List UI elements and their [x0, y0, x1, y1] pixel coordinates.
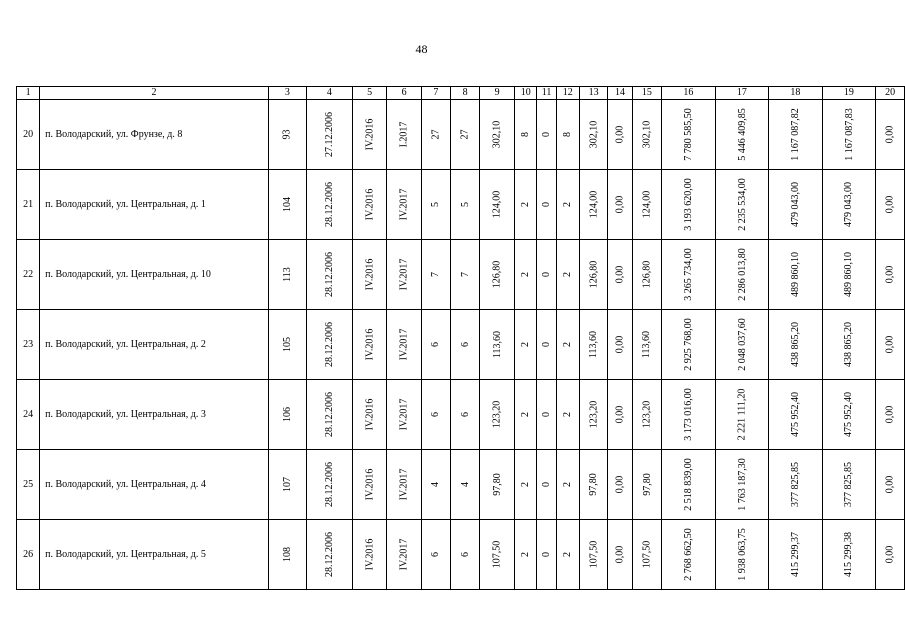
- col18-cost-text: 475 952,40: [789, 392, 801, 437]
- col13-area-cell: [579, 520, 608, 590]
- col13-area-text: 124,00: [588, 190, 600, 219]
- house-number-text: 93: [281, 129, 293, 140]
- col8-cell: [451, 240, 480, 310]
- header-row: [17, 87, 905, 100]
- col20-text: 0,00: [884, 195, 896, 214]
- total-cost-cell: [662, 240, 716, 310]
- address-cell: п. Володарский, ул. Центральная, д. 3: [40, 380, 269, 450]
- column-header: 9: [480, 87, 515, 100]
- address-cell: п. Володарский, ул. Центральная, д. 5: [40, 520, 269, 590]
- column-header: 12: [556, 87, 579, 100]
- address-cell: п. Володарский, ул. Центральная, д. 1: [40, 170, 269, 240]
- table-row: [17, 450, 905, 520]
- house-number-cell: [268, 170, 306, 240]
- col12-text: 8: [562, 132, 574, 137]
- col7-cell: [421, 310, 450, 380]
- col13-area-text: 113,60: [588, 330, 600, 359]
- col15-area-cell: [632, 380, 662, 450]
- column-header: 20: [876, 87, 905, 100]
- column-header: 17: [715, 87, 769, 100]
- housing-table: [16, 86, 905, 590]
- date-text: 28.12.2006: [323, 322, 335, 367]
- area-text: 97,80: [491, 473, 503, 496]
- end-period-cell: [387, 310, 421, 380]
- col15-area-text: 123,20: [641, 400, 653, 429]
- start-period-text: IV.2016: [364, 118, 376, 151]
- column-header: 11: [537, 87, 556, 100]
- col7-text: 7: [430, 272, 442, 277]
- col15-area-cell: [632, 520, 662, 590]
- col11-cell: [537, 170, 556, 240]
- col20-text: 0,00: [884, 405, 896, 424]
- col17-cost-text: 5 446 409,85: [736, 108, 748, 161]
- row-number: 24: [17, 380, 40, 450]
- col13-area-cell: [579, 310, 608, 380]
- total-cost-text: 2 768 662,50: [682, 528, 694, 581]
- date-cell: [306, 450, 352, 520]
- date-text: 27.12.2006: [323, 112, 335, 157]
- house-number-cell: [268, 100, 306, 170]
- area-text: 302,10: [491, 120, 503, 149]
- col12-cell: [556, 520, 579, 590]
- date-cell: [306, 240, 352, 310]
- column-header: 14: [608, 87, 632, 100]
- start-period-text: IV.2016: [364, 398, 376, 431]
- col12-text: 2: [562, 552, 574, 557]
- col11-text: 0: [541, 132, 553, 137]
- col17-cost-cell: [715, 240, 769, 310]
- area-cell: [480, 520, 515, 590]
- date-text: 28.12.2006: [323, 182, 335, 227]
- col15-area-cell: [632, 100, 662, 170]
- col14-text: 0,00: [614, 335, 626, 354]
- col17-cost-text: 2 048 037,60: [736, 318, 748, 371]
- col20-cell: [876, 380, 905, 450]
- table-row: [17, 310, 905, 380]
- column-header: 2: [40, 87, 269, 100]
- col17-cost-text: 2 235 534,00: [736, 178, 748, 231]
- table-row: [17, 380, 905, 450]
- col11-text: 0: [541, 552, 553, 557]
- col8-cell: [451, 450, 480, 520]
- col14-cell: [608, 380, 632, 450]
- col11-cell: [537, 520, 556, 590]
- col15-area-cell: [632, 240, 662, 310]
- col19-cost-text: 377 825,85: [843, 462, 855, 507]
- col10-cell: [515, 380, 537, 450]
- col19-cost-cell: [822, 240, 876, 310]
- area-text: 126,80: [491, 260, 503, 289]
- col12-cell: [556, 100, 579, 170]
- area-text: 123,20: [491, 400, 503, 429]
- col19-cost-text: 489 860,10: [843, 252, 855, 297]
- col14-text: 0,00: [614, 545, 626, 564]
- col10-cell: [515, 240, 537, 310]
- col8-text: 6: [459, 342, 471, 347]
- col11-cell: [537, 310, 556, 380]
- col15-area-text: 97,80: [641, 473, 653, 496]
- col7-text: 4: [430, 482, 442, 487]
- col7-text: 6: [430, 552, 442, 557]
- col17-cost-text: 2 221 111,20: [736, 388, 748, 441]
- col11-text: 0: [541, 342, 553, 347]
- col14-cell: [608, 240, 632, 310]
- total-cost-text: 2 518 839,00: [682, 458, 694, 511]
- col19-cost-text: 1 167 087,83: [843, 108, 855, 161]
- col18-cost-cell: [769, 100, 823, 170]
- col15-area-text: 107,50: [641, 540, 653, 569]
- house-number-text: 105: [281, 337, 293, 352]
- start-period-cell: [352, 240, 386, 310]
- total-cost-cell: [662, 310, 716, 380]
- col17-cost-cell: [715, 450, 769, 520]
- col20-cell: [876, 450, 905, 520]
- total-cost-text: 3 265 734,00: [682, 248, 694, 301]
- col8-text: 5: [459, 202, 471, 207]
- col10-text: 2: [520, 272, 532, 277]
- col18-cost-cell: [769, 520, 823, 590]
- end-period-cell: [387, 520, 421, 590]
- col11-text: 0: [541, 482, 553, 487]
- table-row: [17, 240, 905, 310]
- start-period-cell: [352, 100, 386, 170]
- col19-cost-text: 438 865,20: [843, 322, 855, 367]
- column-header: 15: [632, 87, 662, 100]
- start-period-cell: [352, 170, 386, 240]
- col10-text: 2: [520, 552, 532, 557]
- end-period-cell: [387, 100, 421, 170]
- col8-text: 4: [459, 482, 471, 487]
- col12-cell: [556, 170, 579, 240]
- column-header: 19: [822, 87, 876, 100]
- area-cell: [480, 310, 515, 380]
- col19-cost-cell: [822, 170, 876, 240]
- col13-area-text: 107,50: [588, 540, 600, 569]
- col11-text: 0: [541, 412, 553, 417]
- col10-cell: [515, 100, 537, 170]
- col14-text: 0,00: [614, 195, 626, 214]
- start-period-text: IV.2016: [364, 538, 376, 571]
- total-cost-cell: [662, 520, 716, 590]
- house-number-text: 107: [281, 477, 293, 492]
- col10-cell: [515, 310, 537, 380]
- col7-cell: [421, 380, 450, 450]
- total-cost-cell: [662, 380, 716, 450]
- end-period-text: I.2017: [398, 121, 410, 148]
- col10-cell: [515, 170, 537, 240]
- col13-area-cell: [579, 170, 608, 240]
- col11-cell: [537, 450, 556, 520]
- col20-text: 0,00: [884, 475, 896, 494]
- date-cell: [306, 520, 352, 590]
- col17-cost-text: 1 763 187,30: [736, 458, 748, 511]
- house-number-cell: [268, 310, 306, 380]
- start-period-text: IV.2016: [364, 328, 376, 361]
- table-row: [17, 520, 905, 590]
- col8-text: 7: [459, 272, 471, 277]
- col7-cell: [421, 450, 450, 520]
- col12-cell: [556, 240, 579, 310]
- col8-text: 6: [459, 552, 471, 557]
- col18-cost-text: 438 865,20: [789, 322, 801, 367]
- row-number: 21: [17, 170, 40, 240]
- col14-text: 0,00: [614, 125, 626, 144]
- address-cell: п. Володарский, ул. Центральная, д. 4: [40, 450, 269, 520]
- start-period-text: IV.2016: [364, 258, 376, 291]
- row-number: 23: [17, 310, 40, 380]
- col15-area-text: 126,80: [641, 260, 653, 289]
- col7-text: 27: [430, 129, 442, 140]
- col13-area-cell: [579, 380, 608, 450]
- col17-cost-cell: [715, 170, 769, 240]
- col14-cell: [608, 100, 632, 170]
- col14-cell: [608, 310, 632, 380]
- table-row: [17, 100, 905, 170]
- house-number-cell: [268, 520, 306, 590]
- column-header: 7: [421, 87, 450, 100]
- total-cost-cell: [662, 450, 716, 520]
- col10-text: 2: [520, 342, 532, 347]
- column-header: 4: [306, 87, 352, 100]
- row-number: 26: [17, 520, 40, 590]
- start-period-cell: [352, 450, 386, 520]
- col19-cost-text: 479 043,00: [843, 182, 855, 227]
- column-header: 10: [515, 87, 537, 100]
- col15-area-text: 113,60: [641, 330, 653, 359]
- area-text: 113,60: [491, 330, 503, 359]
- col19-cost-cell: [822, 100, 876, 170]
- date-cell: [306, 100, 352, 170]
- address-cell: п. Володарский, ул. Центральная, д. 10: [40, 240, 269, 310]
- total-cost-text: 2 925 768,00: [682, 318, 694, 371]
- area-cell: [480, 170, 515, 240]
- col20-cell: [876, 310, 905, 380]
- total-cost-text: 3 193 620,00: [682, 178, 694, 231]
- col17-cost-text: 1 938 063,75: [736, 528, 748, 581]
- column-header: 1: [17, 87, 40, 100]
- total-cost-text: 3 173 016,00: [682, 388, 694, 441]
- col17-cost-cell: [715, 310, 769, 380]
- col11-cell: [537, 100, 556, 170]
- col7-text: 6: [430, 412, 442, 417]
- col14-text: 0,00: [614, 405, 626, 424]
- col18-cost-text: 489 860,10: [789, 252, 801, 297]
- table-row: [17, 170, 905, 240]
- column-header: 6: [387, 87, 421, 100]
- col12-text: 2: [562, 272, 574, 277]
- col18-cost-cell: [769, 310, 823, 380]
- house-number-cell: [268, 450, 306, 520]
- col18-cost-text: 479 043,00: [789, 182, 801, 227]
- total-cost-text: 7 780 585,50: [682, 108, 694, 161]
- col20-cell: [876, 100, 905, 170]
- col15-area-cell: [632, 170, 662, 240]
- col20-text: 0,00: [884, 125, 896, 144]
- col12-text: 2: [562, 412, 574, 417]
- end-period-text: IV.2017: [398, 328, 410, 361]
- col14-text: 0,00: [614, 475, 626, 494]
- area-text: 124,00: [491, 190, 503, 219]
- date-cell: [306, 380, 352, 450]
- col20-text: 0,00: [884, 335, 896, 354]
- col12-text: 2: [562, 482, 574, 487]
- date-text: 28.12.2006: [323, 532, 335, 577]
- col13-area-cell: [579, 450, 608, 520]
- col13-area-cell: [579, 100, 608, 170]
- house-number-text: 106: [281, 407, 293, 422]
- col18-cost-text: 1 167 087,82: [789, 108, 801, 161]
- col11-text: 0: [541, 202, 553, 207]
- start-period-cell: [352, 380, 386, 450]
- house-number-text: 104: [281, 197, 293, 212]
- total-cost-cell: [662, 100, 716, 170]
- col7-cell: [421, 240, 450, 310]
- end-period-text: IV.2017: [398, 468, 410, 501]
- column-header: 5: [352, 87, 386, 100]
- col7-text: 6: [430, 342, 442, 347]
- col12-cell: [556, 380, 579, 450]
- col18-cost-text: 377 825,85: [789, 462, 801, 507]
- col13-area-text: 126,80: [588, 260, 600, 289]
- column-header: 3: [268, 87, 306, 100]
- house-number-cell: [268, 380, 306, 450]
- col19-cost-cell: [822, 450, 876, 520]
- col11-text: 0: [541, 272, 553, 277]
- col15-area-text: 124,00: [641, 190, 653, 219]
- col7-cell: [421, 520, 450, 590]
- col17-cost-cell: [715, 520, 769, 590]
- row-number: 25: [17, 450, 40, 520]
- end-period-cell: [387, 240, 421, 310]
- house-number-text: 108: [281, 547, 293, 562]
- col7-cell: [421, 100, 450, 170]
- col15-area-text: 302,10: [641, 120, 653, 149]
- date-text: 28.12.2006: [323, 392, 335, 437]
- area-cell: [480, 100, 515, 170]
- col20-cell: [876, 170, 905, 240]
- col20-cell: [876, 240, 905, 310]
- row-number: 22: [17, 240, 40, 310]
- column-header: 16: [662, 87, 716, 100]
- col17-cost-text: 2 286 013,80: [736, 248, 748, 301]
- total-cost-cell: [662, 170, 716, 240]
- col14-text: 0,00: [614, 265, 626, 284]
- col12-cell: [556, 450, 579, 520]
- col12-cell: [556, 310, 579, 380]
- col19-cost-cell: [822, 380, 876, 450]
- col17-cost-cell: [715, 100, 769, 170]
- col19-cost-text: 415 299,38: [843, 532, 855, 577]
- col8-cell: [451, 310, 480, 380]
- col11-cell: [537, 240, 556, 310]
- column-header: 13: [579, 87, 608, 100]
- col8-cell: [451, 100, 480, 170]
- col18-cost-text: 415 299,37: [789, 532, 801, 577]
- column-header: 18: [769, 87, 823, 100]
- col13-area-text: 97,80: [588, 473, 600, 496]
- col10-text: 8: [520, 132, 532, 137]
- end-period-text: IV.2017: [398, 258, 410, 291]
- address-cell: п. Володарский, ул. Центральная, д. 2: [40, 310, 269, 380]
- end-period-cell: [387, 450, 421, 520]
- col10-text: 2: [520, 412, 532, 417]
- col12-text: 2: [562, 342, 574, 347]
- date-text: 28.12.2006: [323, 462, 335, 507]
- col10-text: 2: [520, 482, 532, 487]
- col18-cost-cell: [769, 240, 823, 310]
- col20-text: 0,00: [884, 545, 896, 564]
- col8-cell: [451, 380, 480, 450]
- date-text: 28.12.2006: [323, 252, 335, 297]
- col19-cost-text: 475 952,40: [843, 392, 855, 437]
- address-cell: п. Володарский, ул. Фрунзе, д. 8: [40, 100, 269, 170]
- house-number-cell: [268, 240, 306, 310]
- start-period-cell: [352, 520, 386, 590]
- end-period-cell: [387, 170, 421, 240]
- row-number: 20: [17, 100, 40, 170]
- page-number: 48: [415, 42, 428, 56]
- col7-text: 5: [430, 202, 442, 207]
- date-cell: [306, 310, 352, 380]
- col20-text: 0,00: [884, 265, 896, 284]
- col12-text: 2: [562, 202, 574, 207]
- col8-text: 6: [459, 412, 471, 417]
- col15-area-cell: [632, 310, 662, 380]
- col14-cell: [608, 450, 632, 520]
- start-period-text: IV.2016: [364, 188, 376, 221]
- area-cell: [480, 240, 515, 310]
- col14-cell: [608, 170, 632, 240]
- column-header: 8: [451, 87, 480, 100]
- col18-cost-cell: [769, 170, 823, 240]
- col8-text: 27: [459, 129, 471, 140]
- col13-area-text: 123,20: [588, 400, 600, 429]
- col10-text: 2: [520, 202, 532, 207]
- col15-area-cell: [632, 450, 662, 520]
- start-period-text: IV.2016: [364, 468, 376, 501]
- start-period-cell: [352, 310, 386, 380]
- col19-cost-cell: [822, 520, 876, 590]
- col20-cell: [876, 520, 905, 590]
- col19-cost-cell: [822, 310, 876, 380]
- col13-area-cell: [579, 240, 608, 310]
- col18-cost-cell: [769, 450, 823, 520]
- col8-cell: [451, 520, 480, 590]
- col18-cost-cell: [769, 380, 823, 450]
- end-period-text: IV.2017: [398, 538, 410, 571]
- house-number-text: 113: [281, 267, 293, 282]
- col8-cell: [451, 170, 480, 240]
- area-cell: [480, 450, 515, 520]
- col13-area-text: 302,10: [588, 120, 600, 149]
- col10-cell: [515, 450, 537, 520]
- col14-cell: [608, 520, 632, 590]
- end-period-text: IV.2017: [398, 398, 410, 431]
- col10-cell: [515, 520, 537, 590]
- col17-cost-cell: [715, 380, 769, 450]
- area-text: 107,50: [491, 540, 503, 569]
- end-period-cell: [387, 380, 421, 450]
- end-period-text: IV.2017: [398, 188, 410, 221]
- col7-cell: [421, 170, 450, 240]
- area-cell: [480, 380, 515, 450]
- date-cell: [306, 170, 352, 240]
- col11-cell: [537, 380, 556, 450]
